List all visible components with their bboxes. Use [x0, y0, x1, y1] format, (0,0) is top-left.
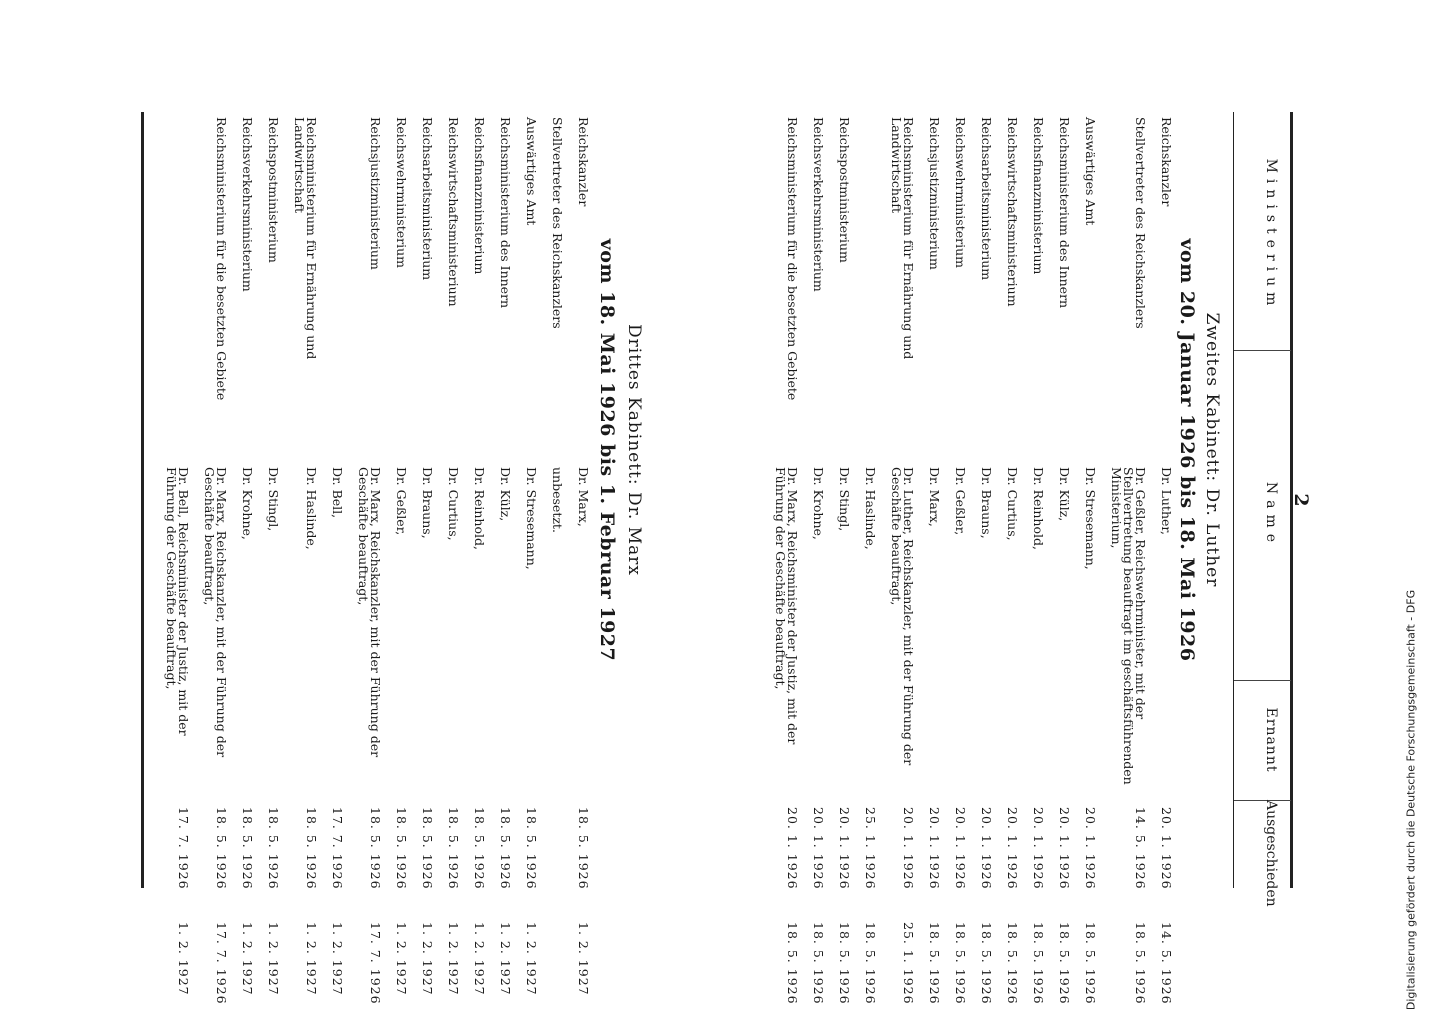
column-header-ministerium: Ministerium [1263, 158, 1279, 312]
name-cell: Dr. Curtius, [446, 467, 461, 541]
ministry-cell: Reichskanzler [1159, 117, 1174, 207]
name-cell: Dr. Stingl, [837, 467, 852, 532]
left-cell: 18. 5. 1926 [953, 922, 968, 1005]
ministry-cell: Reichsjustizministerium [368, 117, 383, 270]
appointed-cell: 18. 5. 1926 [240, 807, 255, 890]
appointed-cell: 20. 1. 1926 [927, 807, 942, 890]
appointed-cell: 20. 1. 1926 [953, 807, 968, 890]
appointed-cell: 20. 1. 1926 [1057, 807, 1072, 890]
name-cell: Dr. Bell, Reichsminister der Justiz, mit der Führung der Geschäfte beauftragt, [164, 467, 191, 736]
ministry-cell: Reichskanzler [576, 117, 591, 207]
appointed-cell: 18. 5. 1926 [524, 807, 539, 890]
left-cell: 18. 5. 1926 [1005, 922, 1020, 1005]
page-number: 2 [1290, 493, 1312, 507]
left-cell: 18. 5. 1926 [811, 922, 826, 1005]
appointed-cell: 20. 1. 1926 [785, 807, 800, 890]
left-cell: 18. 5. 1926 [1083, 922, 1098, 1005]
ministry-cell: Reichsministerium für die besetzten Gebiete [785, 117, 800, 401]
name-cell: Dr. Curtius, [1005, 467, 1020, 541]
name-cell: Dr. Krohne, [240, 467, 255, 540]
name-cell: Dr. Luther, [1159, 467, 1174, 535]
left-cell: 1. 2. 1927 [266, 922, 281, 996]
left-cell: 1. 2. 1927 [176, 922, 191, 996]
left-cell: 1. 2. 1927 [524, 922, 539, 996]
ministry-cell: Reichsarbeitsministerium [420, 117, 435, 281]
name-cell: Dr. Marx, Reichsminister der Justiz, mit der Führung der Geschäfte beauftragt, [773, 467, 800, 745]
name-cell: Dr. Stingl, [266, 467, 281, 532]
left-cell: 18. 5. 1926 [837, 922, 852, 1005]
ministry-cell: Reichswehrministerium [394, 117, 409, 269]
ministry-cell: Reichsministerium für die besetzten Gebiete [214, 117, 229, 401]
appointed-cell: 18. 5. 1926 [498, 807, 513, 890]
cabinet-dates: vom 20. Januar 1926 bis 18. Mai 1926 [1176, 238, 1198, 662]
appointed-cell: 18. 5. 1926 [472, 807, 487, 890]
appointed-cell: 20. 1. 1926 [1159, 807, 1174, 890]
left-cell: 1. 2. 1927 [394, 922, 409, 996]
name-cell: Dr. Krohne, [811, 467, 826, 540]
table-bottom-rule [141, 112, 144, 888]
ministry-cell: Reichsjustizministerium [927, 117, 942, 270]
cabinet-title: Zweites Kabinett: Dr. Luther [1202, 312, 1222, 588]
name-cell: Dr. Geßler, [953, 467, 968, 536]
appointed-cell: 17. 7. 1926 [176, 807, 191, 890]
name-cell: Dr. Külz, [498, 467, 513, 522]
left-cell: 1. 2. 1927 [240, 922, 255, 996]
appointed-cell: 18. 5. 1926 [304, 807, 319, 890]
left-cell: 1. 2. 1927 [498, 922, 513, 996]
name-cell: Dr. Marx, [927, 467, 942, 527]
name-cell: Dr. Haslinde, [304, 467, 319, 550]
margin-note [1396, 589, 1426, 1011]
name-cell: Dr. Brauns, [979, 467, 994, 539]
column-header-ausgeschieden: Ausgeschieden [1263, 800, 1279, 907]
appointed-cell: 18. 5. 1926 [368, 807, 383, 890]
appointed-cell: 18. 5. 1926 [420, 807, 435, 890]
appointed-cell: 20. 1. 1926 [811, 807, 826, 890]
ministry-cell: Stellvertreter des Reichskanzlers [550, 117, 565, 329]
left-cell: 14. 5. 1926 [1159, 922, 1174, 1005]
cabinet-table-1 [732, 112, 1174, 1005]
appointed-cell: 17. 7. 1926 [330, 807, 345, 890]
name-cell: Dr. Reinhold, [472, 467, 487, 550]
left-cell: 18. 5. 1926 [1031, 922, 1046, 1005]
table-top-rule [1290, 112, 1293, 888]
name-cell: Dr. Külz, [1057, 467, 1072, 522]
ministry-cell: Reichsarbeitsministerium [979, 117, 994, 281]
name-cell: Dr. Luther, Reichskanzler, mit der Führung der Geschäfte beauftragt, [889, 467, 916, 766]
left-cell: 1. 2. 1927 [304, 922, 319, 996]
ministry-cell: Reichspostministerium [837, 117, 852, 263]
ministry-cell: Reichsfinanzministerium [1031, 117, 1046, 275]
appointed-cell: 18. 5. 1926 [214, 807, 229, 890]
ministry-cell: Reichsverkehrsministerium [811, 117, 826, 292]
ministry-cell: Reichswirtschaftsministerium [1005, 117, 1020, 307]
left-cell: 18. 5. 1926 [1057, 922, 1072, 1005]
ministry-cell: Reichswehrministerium [953, 117, 968, 269]
left-cell: 1. 2. 1927 [576, 922, 591, 996]
ministry-cell: Auswärtiges Amt [1083, 117, 1098, 226]
left-cell: 18. 5. 1926 [785, 922, 800, 1005]
dfg-funding-note: Digitalisierung gefördert durch die Deutsche Forschungsgemeinschaft - DFG [1404, 589, 1418, 1011]
ministry-cell: Reichsfinanzministerium [472, 117, 487, 275]
left-cell: 18. 5. 1926 [1133, 922, 1148, 1005]
appointed-cell: 20. 1. 1926 [979, 807, 994, 890]
left-cell: 1. 2. 1927 [472, 922, 487, 996]
cabinet-dates: vom 18. Mai 1926 bis 1. Februar 1927 [596, 238, 618, 662]
name-cell: Dr. Brauns, [420, 467, 435, 539]
column-header-name: Name [1263, 481, 1279, 549]
left-cell: 1. 2. 1927 [420, 922, 435, 996]
left-cell: 18. 5. 1926 [927, 922, 942, 1005]
left-cell: 17. 7. 1926 [368, 922, 383, 1005]
left-cell: 1. 2. 1927 [446, 922, 461, 996]
column-header-ernannt: Ernannt [1263, 707, 1279, 773]
appointed-cell: 20. 1. 1926 [1083, 807, 1098, 890]
appointed-cell: 20. 1. 1926 [1031, 807, 1046, 890]
appointed-cell: 14. 5. 1926 [1133, 807, 1148, 890]
ministry-cell: Reichsverkehrsministerium [240, 117, 255, 292]
ministry-cell: Reichspostministerium [266, 117, 281, 263]
appointed-cell: 25. 1. 1926 [863, 807, 878, 890]
ministry-cell: Reichsministerium des Innern [498, 117, 513, 309]
left-cell: 18. 5. 1926 [863, 922, 878, 1005]
name-cell: unbesetzt. [550, 467, 565, 533]
ministry-cell: Reichswirtschaftsministerium [446, 117, 461, 307]
appointed-cell: 18. 5. 1926 [446, 807, 461, 890]
name-cell: Dr. Bell, [330, 467, 345, 519]
name-cell: Dr. Marx, Reichskanzler, mit der Führung der Geschäfte beauftragt, [202, 467, 229, 758]
appointed-cell: 20. 1. 1926 [901, 807, 916, 890]
name-cell: Dr. Marx, Reichskanzler, mit der Führung der Geschäfte beauftragt, [356, 467, 383, 758]
appointed-cell: 18. 5. 1926 [266, 807, 281, 890]
name-cell: Dr. Stresemann, [1083, 467, 1098, 570]
cabinet-title: Drittes Kabinett: Dr. Marx [624, 324, 644, 576]
ministry-cell: Reichsministerium für Ernährung und Landwirtschaft [889, 117, 916, 360]
left-cell: 25. 1. 1926 [901, 922, 916, 1005]
name-cell: Dr. Haslinde, [863, 467, 878, 550]
ministry-cell: Reichsministerium für Ernährung und Landwirtschaft [292, 117, 319, 360]
header-bottom-rule [1233, 112, 1234, 888]
name-cell: Dr. Reinhold, [1031, 467, 1046, 550]
appointed-cell: 20. 1. 1926 [1005, 807, 1020, 890]
name-cell: Dr. Geßler, Reichswehrminister, mit der Stellvertretung beauftragt im geschäftsführenden Ministerium, [1109, 467, 1148, 785]
ministry-cell: Reichsministerium des Innern [1057, 117, 1072, 309]
left-cell: 17. 7. 1926 [214, 922, 229, 1005]
appointed-cell: 20. 1. 1926 [837, 807, 852, 890]
appointed-cell: 18. 5. 1926 [576, 807, 591, 890]
name-cell: Dr. Stresemann, [524, 467, 539, 570]
name-cell: Dr. Marx, [576, 467, 591, 527]
ministry-cell: Auswärtiges Amt [524, 117, 539, 226]
cabinet-table-2 [149, 112, 591, 1005]
left-cell: 18. 5. 1926 [979, 922, 994, 1005]
name-cell: Dr. Geßler, [394, 467, 409, 536]
ministry-cell: Stellvertreter des Reichskanzlers [1133, 117, 1148, 329]
left-cell: 1. 2. 1927 [330, 922, 345, 996]
appointed-cell: 18. 5. 1926 [394, 807, 409, 890]
